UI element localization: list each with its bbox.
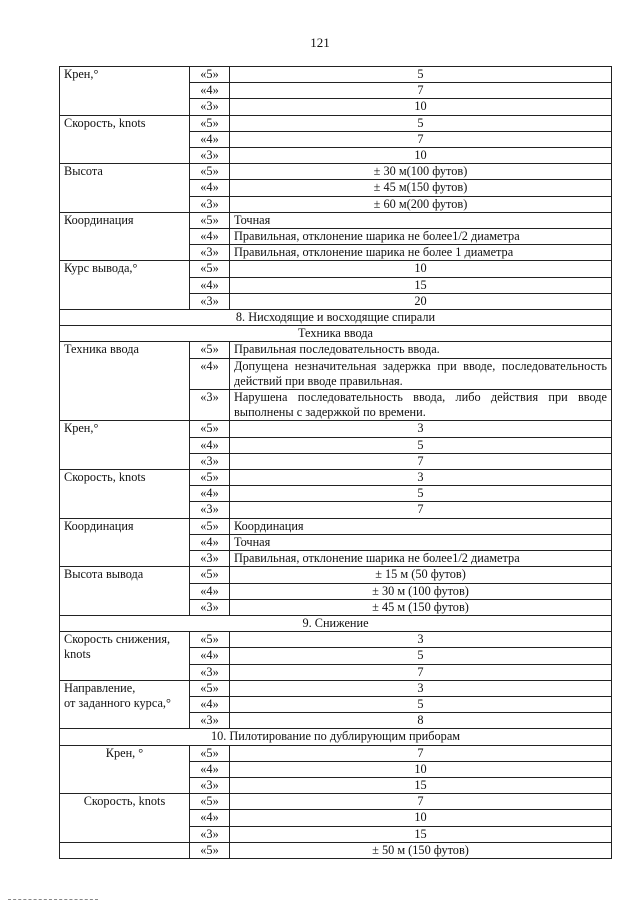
criterion-value: ± 15 м (50 футов) [230, 567, 612, 583]
grade-cell: «3» [190, 551, 230, 567]
section-row [60, 310, 612, 326]
grade-cell: «5» [190, 164, 230, 180]
bottom-scan-artifact [8, 899, 98, 901]
criterion-value: Правильная, отклонение шарика не более 1 диаметра [230, 245, 612, 261]
criterion-value: 7 [230, 794, 612, 810]
criteria-row [60, 421, 612, 437]
criterion-value: ± 45 м(150 футов) [230, 180, 612, 196]
criteria-row [60, 680, 612, 696]
criterion-value: 15 [230, 826, 612, 842]
parameter-name: Скорость, knots [60, 794, 190, 843]
grade-cell: «5» [190, 794, 230, 810]
parameter-name: Крен, ° [60, 745, 190, 794]
grade-cell: «3» [190, 390, 230, 421]
section-row [60, 615, 612, 631]
grade-cell: «5» [190, 115, 230, 131]
criterion-value: Точная [230, 534, 612, 550]
criterion-value: Нарушена последовательность ввода, либо действия при вводе выполнены с задержкой по времени. [230, 390, 612, 421]
grade-cell: «4» [190, 229, 230, 245]
criterion-value: 7 [230, 83, 612, 99]
grade-cell: «3» [190, 245, 230, 261]
criterion-value: 7 [230, 131, 612, 147]
grade-cell: «4» [190, 534, 230, 550]
criterion-value: 5 [230, 696, 612, 712]
grade-cell: «3» [190, 196, 230, 212]
criterion-value: 5 [230, 437, 612, 453]
criterion-value: 3 [230, 680, 612, 696]
grade-cell: «4» [190, 696, 230, 712]
grade-cell: «4» [190, 583, 230, 599]
parameter-name: Крен,° [60, 67, 190, 116]
parameter-name [60, 842, 190, 858]
criteria-row [60, 518, 612, 534]
grade-cell: «5» [190, 421, 230, 437]
grade-cell: «3» [190, 148, 230, 164]
grade-cell: «4» [190, 358, 230, 389]
criterion-value: 7 [230, 453, 612, 469]
criterion-value: 5 [230, 486, 612, 502]
criterion-value: Координация [230, 518, 612, 534]
parameter-name: Высота вывода [60, 567, 190, 616]
section-row [60, 729, 612, 745]
section-heading: 8. Нисходящие и восходящие спирали [60, 310, 612, 326]
grade-cell: «3» [190, 664, 230, 680]
criteria-row [60, 67, 612, 83]
grade-cell: «4» [190, 486, 230, 502]
parameter-name: Высота [60, 164, 190, 213]
section-row [60, 326, 612, 342]
grade-cell: «5» [190, 261, 230, 277]
criterion-value: Правильная, отклонение шарика не более1/2 диаметра [230, 229, 612, 245]
criterion-value: 3 [230, 421, 612, 437]
criterion-value: 15 [230, 277, 612, 293]
grade-cell: «3» [190, 293, 230, 309]
criterion-value: ± 30 м (100 футов) [230, 583, 612, 599]
criteria-row [60, 842, 612, 858]
criterion-value: 3 [230, 632, 612, 648]
parameter-name: Скорость, knots [60, 115, 190, 164]
page-number: 121 [310, 35, 330, 50]
parameter-name: Координация [60, 518, 190, 567]
criterion-value: 5 [230, 648, 612, 664]
grade-cell: «5» [190, 518, 230, 534]
parameter-name: Курс вывода,° [60, 261, 190, 310]
criteria-row [60, 115, 612, 131]
criterion-value: 5 [230, 115, 612, 131]
criteria-row [60, 470, 612, 486]
criteria-row [60, 745, 612, 761]
grade-cell: «3» [190, 99, 230, 115]
parameter-name: Скорость снижения, knots [60, 632, 190, 681]
criterion-value: 7 [230, 502, 612, 518]
criteria-row [60, 164, 612, 180]
grade-cell: «4» [190, 761, 230, 777]
grade-cell: «4» [190, 83, 230, 99]
grade-cell: «5» [190, 842, 230, 858]
criterion-value: 7 [230, 664, 612, 680]
grade-cell: «3» [190, 453, 230, 469]
criteria-table-body [60, 67, 612, 859]
criterion-value: Правильная последовательность ввода. [230, 342, 612, 358]
criterion-value: 20 [230, 293, 612, 309]
grade-cell: «4» [190, 131, 230, 147]
grade-cell: «4» [190, 180, 230, 196]
criterion-value: ± 45 м (150 футов) [230, 599, 612, 615]
parameter-name: Координация [60, 212, 190, 261]
grade-cell: «3» [190, 502, 230, 518]
grade-cell: «4» [190, 437, 230, 453]
grade-cell: «5» [190, 212, 230, 228]
criterion-value: 10 [230, 261, 612, 277]
criterion-value: 10 [230, 148, 612, 164]
criterion-value: Правильная, отклонение шарика не более1/2 диаметра [230, 551, 612, 567]
grade-cell: «5» [190, 632, 230, 648]
section-heading: 10. Пилотирование по дублирующим приборам [60, 729, 612, 745]
criterion-value: 15 [230, 777, 612, 793]
grade-cell: «3» [190, 777, 230, 793]
criteria-row [60, 342, 612, 358]
parameter-name: Техника ввода [60, 342, 190, 421]
grade-cell: «5» [190, 470, 230, 486]
criterion-value: 8 [230, 713, 612, 729]
criterion-value: ± 50 м (150 футов) [230, 842, 612, 858]
section-heading: 9. Снижение [60, 615, 612, 631]
grade-cell: «3» [190, 599, 230, 615]
parameter-name: Скорость, knots [60, 470, 190, 519]
grade-cell: «3» [190, 826, 230, 842]
grade-cell: «5» [190, 342, 230, 358]
criterion-value: Допущена незначительная задержка при вводе, последовательность действий при вводе правильная. [230, 358, 612, 389]
grade-cell: «3» [190, 713, 230, 729]
flight-criteria-table [59, 66, 612, 859]
criteria-row [60, 567, 612, 583]
criterion-value: 10 [230, 761, 612, 777]
criteria-row [60, 794, 612, 810]
criteria-row [60, 632, 612, 648]
criterion-value: 5 [230, 67, 612, 83]
criterion-value: 3 [230, 470, 612, 486]
parameter-name: Крен,° [60, 421, 190, 470]
grade-cell: «4» [190, 277, 230, 293]
criteria-row [60, 261, 612, 277]
criterion-value: 7 [230, 745, 612, 761]
criterion-value: 10 [230, 810, 612, 826]
section-heading: Техника ввода [60, 326, 612, 342]
criteria-row [60, 212, 612, 228]
grade-cell: «5» [190, 567, 230, 583]
parameter-name: Направление, от заданного курса,° [60, 680, 190, 729]
criterion-value: ± 60 м(200 футов) [230, 196, 612, 212]
grade-cell: «5» [190, 680, 230, 696]
grade-cell: «5» [190, 745, 230, 761]
grade-cell: «4» [190, 648, 230, 664]
criterion-value: ± 30 м(100 футов) [230, 164, 612, 180]
grade-cell: «5» [190, 67, 230, 83]
grade-cell: «4» [190, 810, 230, 826]
criterion-value: 10 [230, 99, 612, 115]
criterion-value: Точная [230, 212, 612, 228]
